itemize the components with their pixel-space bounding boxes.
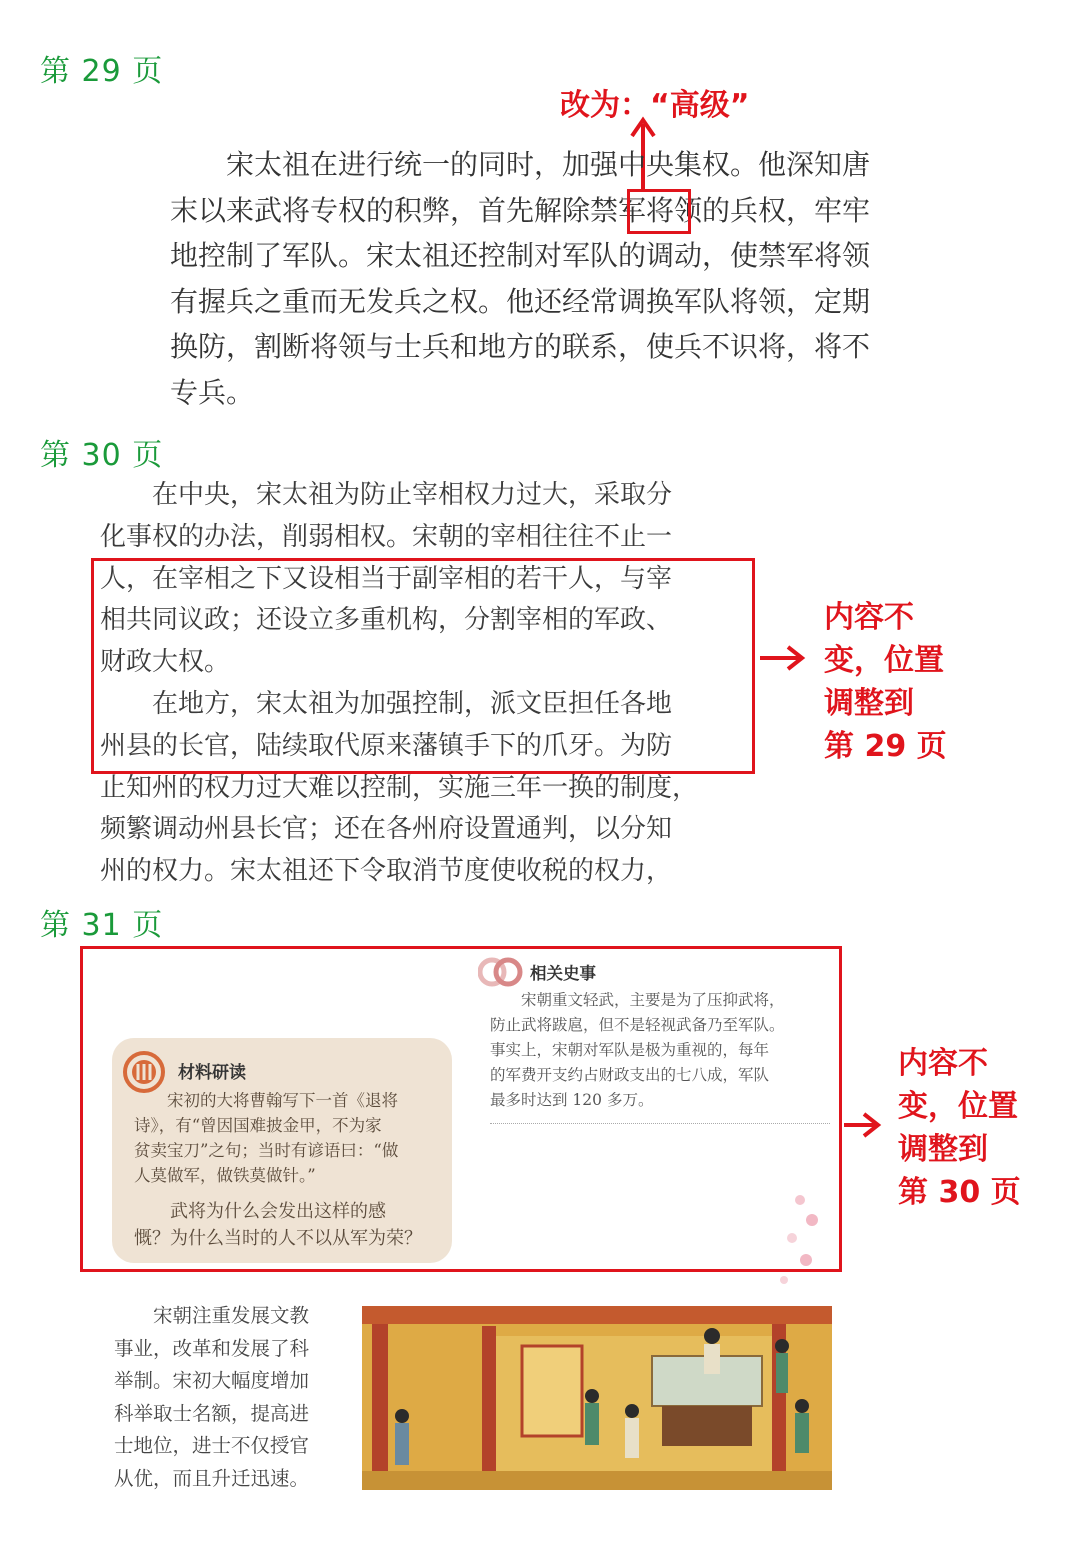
text-line: 止知州的权力过大难以控制，实施三年一换的制度， bbox=[100, 772, 699, 803]
page-29-label: 第 29 页 bbox=[40, 54, 164, 89]
text-line: 宋初的大将曹翰写下一首《退将 bbox=[134, 1091, 398, 1110]
text-line: 有握兵之重而无发兵之权。他还经常调换军队将领，定期 bbox=[170, 284, 871, 318]
text-line: 财政大权。 bbox=[100, 647, 231, 678]
move-box-page31 bbox=[80, 946, 842, 1272]
text-line: 慨？为什么当时的人不以从军为荣？ bbox=[134, 1228, 422, 1249]
text-line: 的军费开支约占财政支出的七八成，军队 bbox=[490, 1066, 770, 1084]
text-line: 最多时达到 120 多万。 bbox=[490, 1091, 654, 1109]
text-line: 宋朝注重发展文教 bbox=[114, 1304, 310, 1327]
text-line: 末以来武将专权的积弊，首先解除禁军将领的兵权，牢牢 bbox=[170, 193, 871, 227]
text-line: 宋太祖在进行统一的同时，加强中央集权。他深知唐 bbox=[170, 148, 871, 181]
text-line: 人，在宰相之下又设相当于副宰相的若干人，与宰 bbox=[100, 563, 673, 594]
text-line: 举制。宋初大幅度增加 bbox=[114, 1369, 310, 1392]
material-title: 材料研读 bbox=[178, 1063, 246, 1083]
page-31-label: 第 31 页 bbox=[40, 908, 164, 943]
text-line: 从优，而且升迁迅速。 bbox=[114, 1466, 310, 1490]
text-line: 士地位，进士不仅授官 bbox=[114, 1434, 310, 1457]
text-line: 相共同议政；还设立多重机构，分割宰相的军政、 bbox=[100, 605, 673, 636]
text-line: 人莫做军，做铁莫做针。” bbox=[134, 1166, 316, 1185]
text-line: 防止武将跋扈，但不是轻视武备乃至军队。 bbox=[490, 1016, 785, 1034]
page-31-paragraph bbox=[114, 1300, 344, 1495]
page-29-paragraph bbox=[170, 142, 950, 415]
text-line: 州的权力。宋太祖还下令取消节度使收税的权力， bbox=[100, 856, 673, 887]
move-annotation-1 bbox=[824, 596, 947, 768]
text-line: 在中央，宋太祖为防止宰相权力过大，采取分 bbox=[100, 480, 673, 510]
change-annotation: 改为：“高级” bbox=[560, 88, 750, 123]
text-line: 事业，改革和发展了科 bbox=[114, 1336, 310, 1360]
text-line: 频繁调动州县长官；还在各州府设置通判，以分知 bbox=[100, 814, 673, 845]
historical-painting bbox=[362, 1306, 832, 1490]
related-title: 相关史事 bbox=[530, 964, 596, 983]
note-line: 变，位置 bbox=[898, 1089, 1018, 1124]
text-line: 诗》，有“曾因国难披金甲，不为家 bbox=[134, 1116, 382, 1135]
note-line: 变，位置 bbox=[824, 643, 944, 678]
note-line: 第 29 页 bbox=[824, 729, 947, 764]
note-line: 第 30 页 bbox=[898, 1175, 1021, 1210]
move-annotation-2 bbox=[898, 1042, 1021, 1214]
text-line: 专兵。 bbox=[170, 375, 255, 409]
text-line: 贫卖宝刀”之句；当时有谚语曰：“做 bbox=[134, 1141, 399, 1160]
highlight-box-jinjun bbox=[627, 189, 691, 234]
text-line: 事实上，宋朝对军队是极为重视的，每年 bbox=[490, 1041, 770, 1059]
note-line: 调整到 bbox=[898, 1132, 988, 1167]
note-line: 内容不 bbox=[898, 1046, 988, 1081]
text-line: 州县的长官，陆续取代原来藩镇手下的爪牙。为防 bbox=[100, 730, 673, 761]
text-line: 化事权的办法，削弱相权。宋朝的宰相往往不止一 bbox=[100, 521, 673, 552]
move-box-page30 bbox=[91, 558, 755, 774]
right-arrow-icon bbox=[758, 643, 806, 673]
text-line: 武将为什么会发出这样的感 bbox=[134, 1201, 386, 1222]
page-30-label: 第 30 页 bbox=[40, 438, 164, 473]
right-arrow-icon bbox=[842, 1110, 882, 1140]
text-line: 换防，割断将领与士兵和地方的联系，使兵不识将，将不 bbox=[170, 330, 871, 363]
note-line: 调整到 bbox=[824, 686, 914, 721]
note-line: 内容不 bbox=[824, 600, 914, 635]
text-line: 宋朝重文轻武，主要是为了压抑武将， bbox=[490, 991, 785, 1009]
text-line: 科举取士名额，提高进 bbox=[114, 1401, 310, 1425]
text-line: 地控制了军队。宋太祖还控制对军队的调动，使禁军将领 bbox=[170, 239, 871, 272]
text-line: 在地方，宋太祖为加强控制，派文臣担任各地 bbox=[100, 688, 673, 719]
